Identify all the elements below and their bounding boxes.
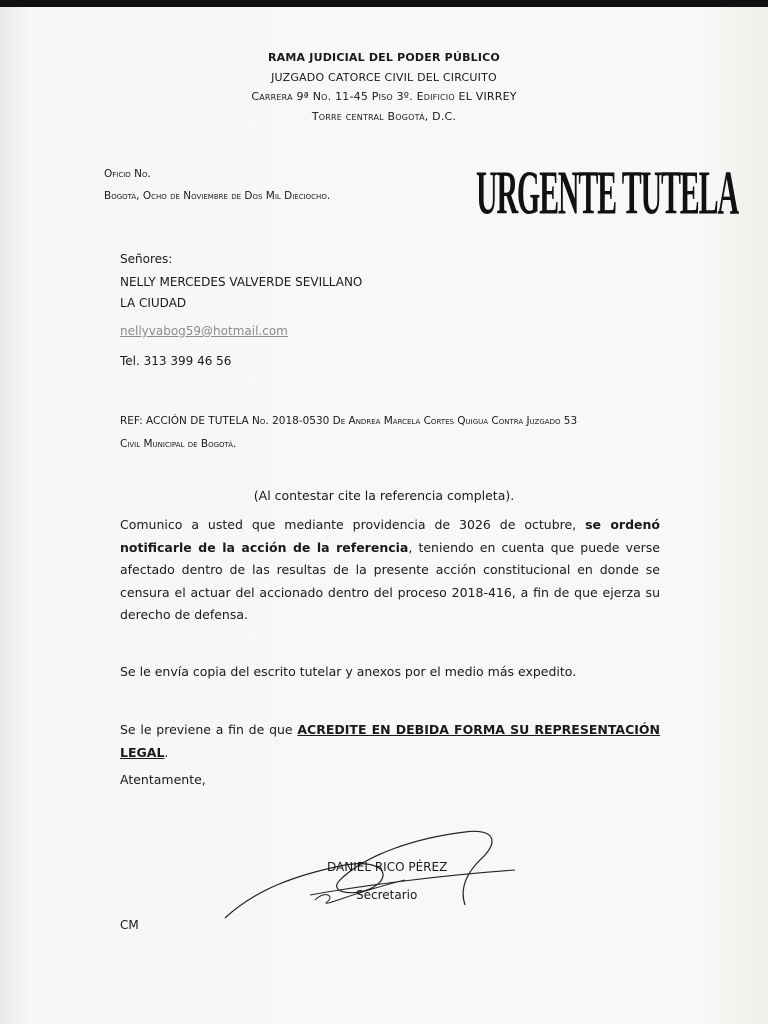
paragraph-3-text-b: . <box>164 744 169 760</box>
handwritten-signature <box>215 820 535 930</box>
paragraph-3-underlined: ACREDITE EN DEBIDA FORMA SU REPRESENTACIÓN LEGAL <box>120 722 660 760</box>
recipient-email[interactable]: nellyvabog59@hotmail.com <box>120 324 288 338</box>
oficio-date: Bogotá, Ocho de Noviembre de Dos Mil Dieciocho. <box>104 190 331 202</box>
paragraph-1 <box>120 514 660 627</box>
header-line-2: JUZGADO CATORCE CIVIL DEL CIRCUITO <box>271 71 497 84</box>
paragraph-1-bold: se ordenó notificarle de la acción de la referencia <box>120 517 661 555</box>
recipient-city: LA CIUDAD <box>120 296 187 310</box>
signatory-name: DANIEL RICO PÉREZ <box>327 860 448 874</box>
urgent-stamp: URGENTE TUTELA <box>476 157 738 228</box>
cite-note: (Al contestar cite la referencia completa). <box>253 488 515 503</box>
signatory-title: Secretario <box>356 888 418 902</box>
paragraph-1-text-a: Comunico a usted que mediante providencia de 3026 de octubre, <box>120 517 586 532</box>
header-line-3: Carrera 9ª No. 11-45 Piso 3º. Edificio EL VIRREY <box>251 90 517 103</box>
paragraph-3 <box>120 719 660 764</box>
header-line-1: RAMA JUDICIAL DEL PODER PÚBLICO <box>268 51 500 64</box>
initials: CM <box>120 918 139 932</box>
reference-line-2: Civil Municipal de Bogotá. <box>120 438 237 450</box>
oficio-number: Oficio No. <box>104 168 151 180</box>
recipient-phone: Tel. 313 399 46 56 <box>120 354 232 368</box>
paragraph-1-text-b: , teniendo en cuenta que puede verse afectado dentro de las resultas de la presente acción constitucional en donde se censura el actuar del accionado dentro del proceso 2018-416, a fin de que ejerza su derecho de defensa. <box>120 539 660 622</box>
reference-line-1: REF: ACCIÓN DE TUTELA No. 2018-0530 De Andrea Marcela Cortes Quigua Contra Juzgado 53 <box>120 415 578 427</box>
top-dark-border <box>0 0 768 7</box>
salutation: Señores: <box>120 252 173 266</box>
paragraph-3-text-a: Se le previene a fin de que <box>120 722 298 737</box>
recipient-name: NELLY MERCEDES VALVERDE SEVILLANO <box>120 275 363 289</box>
closing: Atentamente, <box>120 772 206 787</box>
paragraph-2: Se le envía copia del escrito tutelar y anexos por el medio más expedito. <box>120 664 577 679</box>
header-line-4: Torre central Bogotá, D.C. <box>311 110 457 123</box>
